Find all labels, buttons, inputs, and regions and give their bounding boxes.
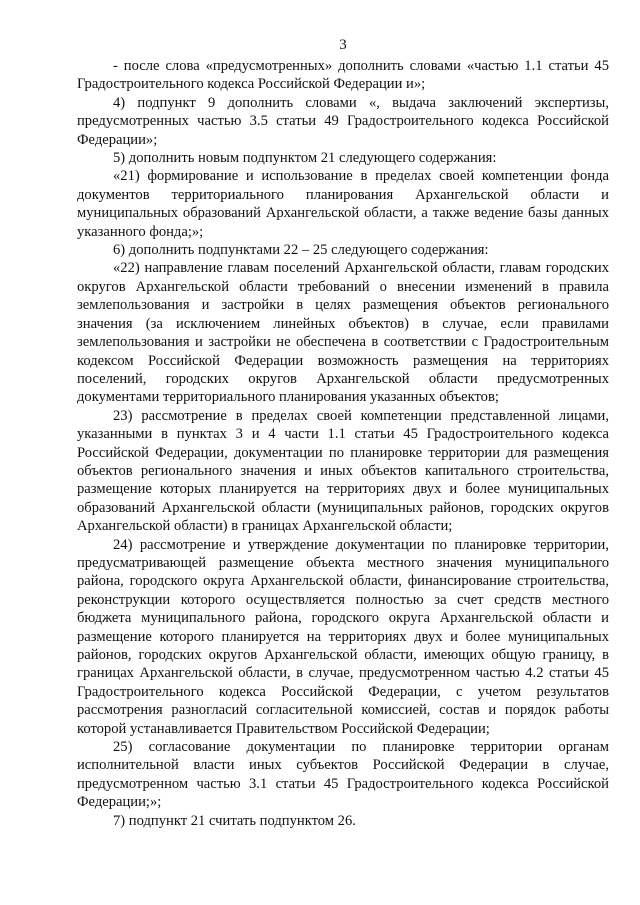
paragraph-subitem-22: «22) направление главам поселений Архангельской области, главам городских округов Архангельской области требований о внесении изменений в правила землепользования и застройки в целях размещения объектов регионального значения (за исключением линейных объектов) в случае, если правилами землепользования и застройки не обеспечена в соответствии с Градостроительным кодексом Российской Федерации возможность размещения на территориях поселений, городских округов Архангельской области предусмотренных документами территориального планирования указанных объектов; <box>77 260 609 406</box>
paragraph-subitem-23: 23) рассмотрение в пределах своей компетенции представленной лицами, указанными в пунктах 3 и 4 части 1.1 статьи 45 Градостроительного кодекса Российской Федерации, документации по планировке территории для размещения объектов регионального значения и иных объектов капитального строительства, размещение которых планируется на территориях двух и более муниципальных образований Архангельской области (муниципальных районов, городских округов Архангельской области) в границах Архангельской области; <box>77 407 609 535</box>
document-page <box>77 36 609 830</box>
paragraph-subitem-24: 24) рассмотрение и утверждение документации по планировке территории, предусматривающей размещение объекта местного значения муниципального района, городского округа Архангельской области, финансирование строительства, реконструкции которого осуществляется полностью за счет средств местного бюджета муниципального района, городского округа Архангельской области и размещение которого планируется на территориях двух и более муниципальных районов, городских округов Архангельской области, имеющих общую границу, в границах Архангельской области, в случае, предусмотренном частью 4.2 статьи 45 Градостроительного кодекса Российской Федерации, с учетом результатов рассмотрения разногласий согласительной комиссией, состав и порядок работы которой устанавливается Правительством Российской Федерации; <box>77 536 609 737</box>
paragraph-item-4: 4) подпункт 9 дополнить словами «, выдача заключений экспертизы, предусмотренных частью 3.5 статьи 49 Градостроительного кодекса Российской Федерации»; <box>77 94 609 148</box>
paragraph-subitem-21: «21) формирование и использование в пределах своей компетенции фонда документов территориального планирования Архангельской области и муниципальных образований Архангельской области, а также ведение базы данных указанного фонда;»; <box>77 168 609 240</box>
paragraph-amendment-predusmotrennykh: - после слова «предусмотренных» дополнить словами «частью 1.1 статьи 45 Градостроительного кодекса Российской Федерации и»; <box>77 58 609 93</box>
paragraph-item-5: 5) дополнить новым подпунктом 21 следующего содержания: <box>113 150 497 167</box>
paragraph-item-7: 7) подпункт 21 считать подпунктом 26. <box>113 812 356 829</box>
page-number: 3 <box>339 37 347 53</box>
paragraph-item-6: 6) дополнить подпунктами 22 – 25 следующего содержания: <box>113 242 489 259</box>
paragraph-subitem-25: 25) согласование документации по планировке территории органам исполнительной власти иных субъектов Российской Федерации в случае, предусмотренном частью 3.1 статьи 45 Градостроительного кодекса Российской Федерации;»; <box>77 739 609 811</box>
